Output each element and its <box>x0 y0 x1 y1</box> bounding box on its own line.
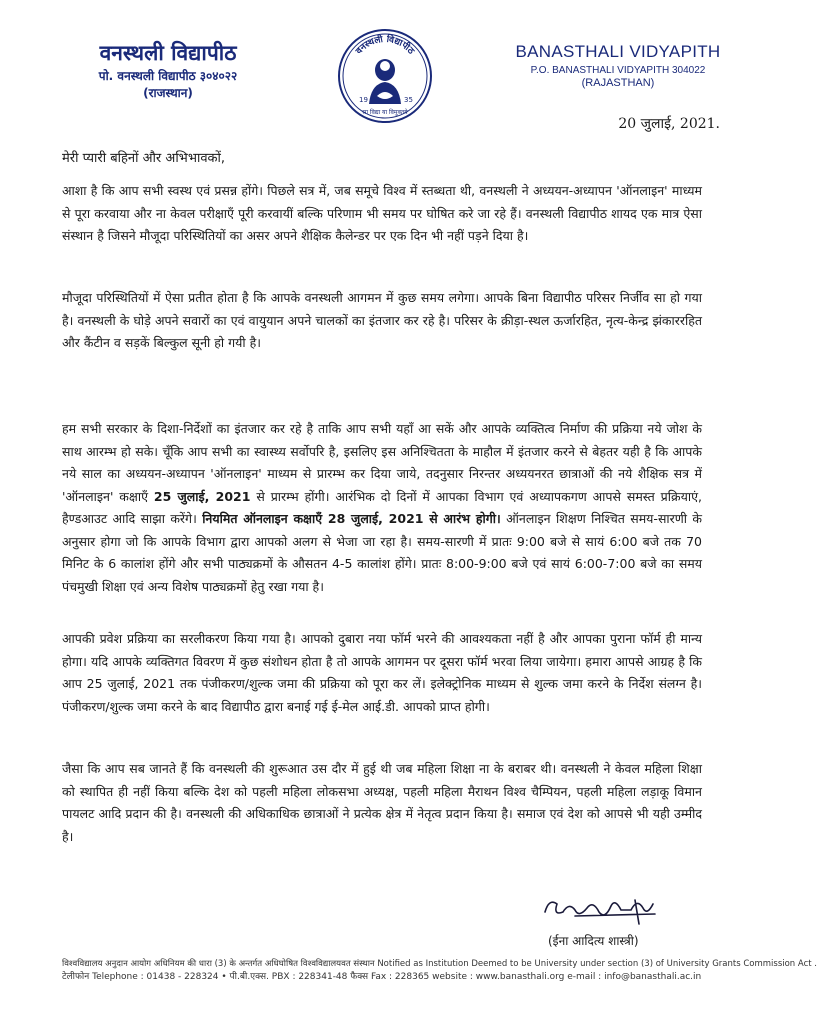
letter-date: 20 जुलाई, 2021. <box>618 116 720 132</box>
university-seal-logo <box>335 22 435 134</box>
institution-name-hindi: वनस्थली विद्यापीठ <box>99 41 237 65</box>
regular-classes-highlight: नियमित ऑनलाइन कक्षाएँ 28 जुलाई, 2021 से आरंभ होगी। <box>202 511 501 526</box>
footer-contact: टेलीफोन Telephone : 01438 - 228324 • पी.बी.एक्स. PBX : 228341-48 फैक्स Fax : 228365 website : www.banasthali.org e-mail : info@banasthali.ac.in <box>62 972 702 982</box>
institution-name-english: BANASTHALI VIDYAPITH <box>515 42 721 61</box>
paragraph-5: जैसा कि आप सब जानते हैं कि वनस्थली की शुरूआत उस दौर में हुई थी जब महिला शिक्षा ना के बराबर थी। वनस्थली ने केवल महिला शिक्षा को स्थापित ही नहीं किया बल्कि देश को पहली महिला लोकसभा अध्यक्ष, पहली महिला मैराथन विश्व चैम्पियन, पहली महिला लड़ाकू विमान पायलट आदि प्रदान की है। वनस्थली की अधिकाधिक छात्राओं ने प्रत्येक क्षेत्र में नेतृत्व प्रदान किया है। समाज एवं देश को आपसे भी यही उम्मीद है। <box>62 761 702 844</box>
start-date-highlight: 25 जुलाई, 2021 <box>153 488 251 504</box>
footer <box>62 958 817 984</box>
svg-text:सा विद्या या विमुक्तये: सा विद्या या विमुक्तये <box>362 109 408 116</box>
letterhead-hindi <box>58 40 278 102</box>
signer-name: (ईना आदित्य शास्त्री) <box>548 934 639 948</box>
institution-state-hindi: (राजस्थान) <box>143 86 193 100</box>
paragraph-3-part-c: ऑनलाइन शिक्षण निश्चित समय-सारणी के अनुसार होगा जो कि आपके विभाग द्वारा आपको अलग से भेजा जा रहा है। समय-सारणी में प्रातः 9:00 बजे से सायं 6:00 बजे तक 70 मिनिट के 6 कालांश होंगे और सभी पाठ्यक्रमों के औसतन 4-5 कालांश होंगे। प्रातः 8:00-9:00 बजे एवं सायं 6:00-7:00 बजे का समय पंचमुखी शिक्षा एवं अन्य विशेष पाठ्यक्रमों हेतु रखा गया है। <box>62 511 702 594</box>
paragraph-4: आपकी प्रवेश प्रक्रिया का सरलीकरण किया गया है। आपको दुबारा नया फॉर्म भरने की आवश्यकता नहीं है और आपका पुराना फॉर्म ही मान्य होगा। यदि आपके व्यक्तिगत विवरण में कुछ संशोधन होता है तो आपके आगमन पर दूसरा फॉर्म भरवा लिया जायेगा। हमारा आपसे आग्रह है कि आप 25 जुलाई, 2021 तक पंजीकरण/शुल्क जमा की प्रक्रिया को पूरा कर लें। इलेक्ट्रोनिक माध्यम से शुल्क जमा करने के निर्देश संलग्न है। पंजीकरण/शुल्क जमा करने के बाद विद्यापीठ द्वारा बनाई गई ई-मेल आई.डी. आपको प्राप्त होगी। <box>62 631 702 714</box>
svg-text:वनस्थली विद्यापीठ: वनस्थली विद्यापीठ <box>354 34 416 57</box>
institution-address-english: P.O. BANASTHALI VIDYAPITH 304022 <box>530 65 706 76</box>
footer-accreditation: विश्वविद्यालय अनुदान आयोग अधिनियम की धारा (3) के अन्तर्गत अधिघोषित विश्वविद्यालयवत संस्थान Notified as Institution Deemed to be University under section (3) of University Grants Commission Act . <box>62 959 817 969</box>
paragraph-3-part-b: से प्रारम्भ होंगी। आरंभिक दो दिनों में आपका विभाग एवं अध्यापकगण आपसे समस्त प्रक्रियाएं, हैण्डआउट आदि साझा करेंगे। <box>62 488 702 526</box>
paragraph-3-part-a: हम सभी सरकार के दिशा-निर्देशों का इंतजार कर रहे है ताकि आप सभी यहाँ आ सकें और आपके व्यक्तित्व निर्माण की प्रक्रिया नये जोश के साथ आरम्भ हो सके। चूँकि आप सभी का स्वास्थ्य सर्वोपरि है, इसलिए इस अनिश्चितता के माहौल में इंतजार करने से बेहतर यही है कि आपके नये साल का अध्ययन-अध्यापन 'ऑनलाइन' माध्यम से प्रारम्भ कर दिया जाये, तदनुसार निरन्तर अध्ययनरत छात्राओं की नये शैक्षिक सत्र में 'ऑनलाइन' कक्षाएँ <box>62 421 702 504</box>
salutation: मेरी प्यारी बहिनों और अभिभावकों, <box>62 151 226 166</box>
letterhead-english <box>508 42 728 90</box>
paragraph-1: आशा है कि आप सभी स्वस्थ एवं प्रसन्न होंगे। पिछले सत्र में, जब समूचे विश्व में स्तब्धता थी, वनस्थली ने अध्ययन-अध्यापन 'ऑनलाइन' माध्यम से पूरा करवाया और ना केवल परीक्षाएँ पूरी करवायीं बल्कि परिणाम भी समय पर घोषित करे जा रहे हैं। वनस्थली विद्यापीठ शायद एक मात्र ऐसा संस्थान है जिसने मौजूदा परिस्थितियों का असर अपने शैक्षिक कैलेन्डर पर एक दिन भी नहीं पड़ने दिया है। <box>62 183 702 243</box>
handwritten-signature <box>535 890 685 930</box>
svg-text:19: 19 <box>359 96 368 104</box>
paragraph-3 <box>62 418 702 598</box>
institution-address-hindi: पो. वनस्थली विद्यापीठ ३०४०२२ <box>98 69 238 83</box>
institution-state-english: (RAJASTHAN) <box>581 77 655 89</box>
svg-text:35: 35 <box>404 96 413 104</box>
paragraph-2: मौजूदा परिस्थितियों में ऐसा प्रतीत होता है कि आपके वनस्थली आगमन में कुछ समय लगेगा। आपके बिना विद्यापीठ परिसर निर्जीव सा हो गया है। वनस्थली के घोड़े अपने सवारों का एवं वायुयान अपने चालकों का इंतजार कर रहे है। परिसर के क्रीड़ा-स्थल ऊर्जारहित, नृत्य-केन्द्र झंकाररहित और कैंटीन व सड़कें बिल्कुल सूनी हो गयी है। <box>62 290 702 350</box>
